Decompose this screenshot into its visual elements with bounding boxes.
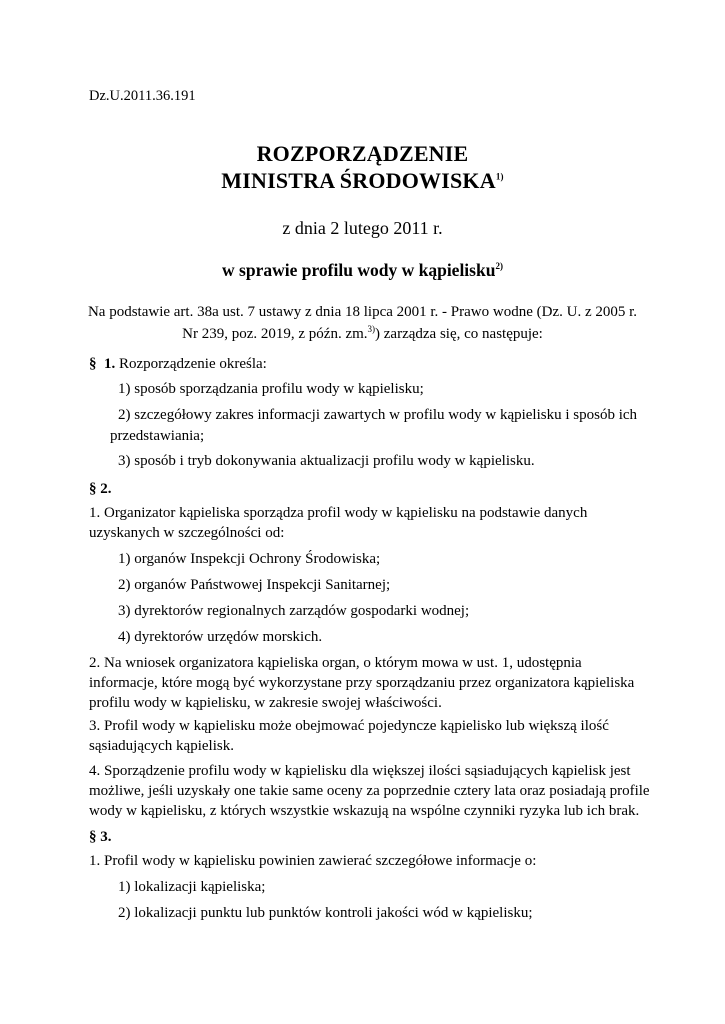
section-2-para-2-line-3: profilu wody w kąpielisku, w zakresie swojej właściwości. bbox=[89, 695, 442, 711]
section-1-intro: Rozporządzenie określa: bbox=[119, 356, 267, 372]
section-1-item-2: 2) szczegółowy zakres informacji zawartych w profilu wody w kąpielisku i sposób ich bbox=[118, 407, 638, 423]
section-1-mark: § bbox=[89, 356, 97, 372]
journal-reference: Dz.U.2011.36.191 bbox=[89, 88, 196, 104]
legal-basis-footnote-ref: 3) bbox=[367, 324, 376, 334]
title-footnote-ref: 1) bbox=[495, 171, 504, 182]
section-1-item-2-cont: przedstawiania; bbox=[110, 428, 205, 444]
title-line-2-text: MINISTRA ŚRODOWISKA bbox=[221, 168, 496, 193]
section-3-para-1: 1. Profil wody w kąpielisku powinien zawierać szczegółowe informacje o: bbox=[89, 853, 537, 869]
section-2-para-3-line-1: 3. Profil wody w kąpielisku może obejmować pojedyncze kąpielisko lub większą ilość bbox=[89, 718, 609, 734]
section-1-item-1: 1) sposób sporządzania profilu wody w kąpielisku; bbox=[118, 381, 424, 397]
legal-basis-text-2: ) zarządza się, co następuje: bbox=[375, 326, 543, 342]
section-2-item-4: 4) dyrektorów urzędów morskich. bbox=[118, 629, 323, 645]
section-3-item-2: 2) lokalizacji punktu lub punktów kontroli jakości wód w kąpielisku; bbox=[118, 905, 533, 921]
subject-text: w sprawie profilu wody w kąpielisku bbox=[222, 260, 496, 280]
section-2-para-4-line-3: wody w kąpielisku, z których wszystkie wskazują na wspólne czynniki ryzyka lub ich brak. bbox=[89, 803, 640, 819]
document-subject bbox=[0, 260, 725, 281]
section-2-item-3: 3) dyrektorów regionalnych zarządów gospodarki wodnej; bbox=[118, 603, 470, 619]
section-2-para-2-line-2: informacje, które mogą być wykorzystane przy sporządzaniu przez organizatora kąpieliska bbox=[89, 675, 635, 691]
title-line-1: ROZPORZĄDZENIE bbox=[256, 141, 469, 166]
section-2-heading: § 2. bbox=[89, 481, 112, 497]
section-3-item-1: 1) lokalizacji kąpieliska; bbox=[118, 879, 266, 895]
section-3-heading: § 3. bbox=[89, 829, 112, 845]
legal-basis bbox=[80, 301, 645, 345]
section-2-para-1-line-2: uzyskanych w szczególności od: bbox=[89, 525, 285, 541]
section-1-heading bbox=[89, 356, 267, 373]
section-2-item-2: 2) organów Państwowej Inspekcji Sanitarnej; bbox=[118, 577, 391, 593]
section-1-item-3: 3) sposób i tryb dokonywania aktualizacji profilu wody w kąpielisku. bbox=[118, 453, 535, 469]
section-2-item-1: 1) organów Inspekcji Ochrony Środowiska; bbox=[118, 551, 381, 567]
section-2-para-3-line-2: sąsiadujących kąpielisk. bbox=[89, 738, 234, 754]
section-2-para-4-line-2: możliwe, jeśli uzyskały one takie same oceny za poprzednie cztery lata oraz posiadają profile bbox=[89, 783, 650, 799]
section-2-para-4-line-1: 4. Sporządzenie profilu wody w kąpielisku dla większej ilości sąsiadujących kąpielisk jest bbox=[89, 763, 631, 779]
section-1-number: 1. bbox=[104, 356, 116, 372]
subject-footnote-ref: 2) bbox=[495, 261, 503, 272]
legal-basis-text-1: Na podstawie art. 38a ust. 7 ustawy z dnia 18 lipca 2001 r. - Prawo wodne (Dz. U. z 2005 r. Nr 239, poz. 2019, z późn. zm. bbox=[87, 304, 638, 342]
section-2-para-1-line-1: 1. Organizator kąpieliska sporządza profil wody w kąpielisku na podstawie danych bbox=[89, 505, 588, 521]
document-date: z dnia 2 lutego 2011 r. bbox=[282, 218, 443, 238]
title-line-2 bbox=[0, 168, 725, 194]
section-2-para-2-line-1: 2. Na wniosek organizatora kąpieliska organ, o którym mowa w ust. 1, udostępnia bbox=[89, 655, 582, 671]
